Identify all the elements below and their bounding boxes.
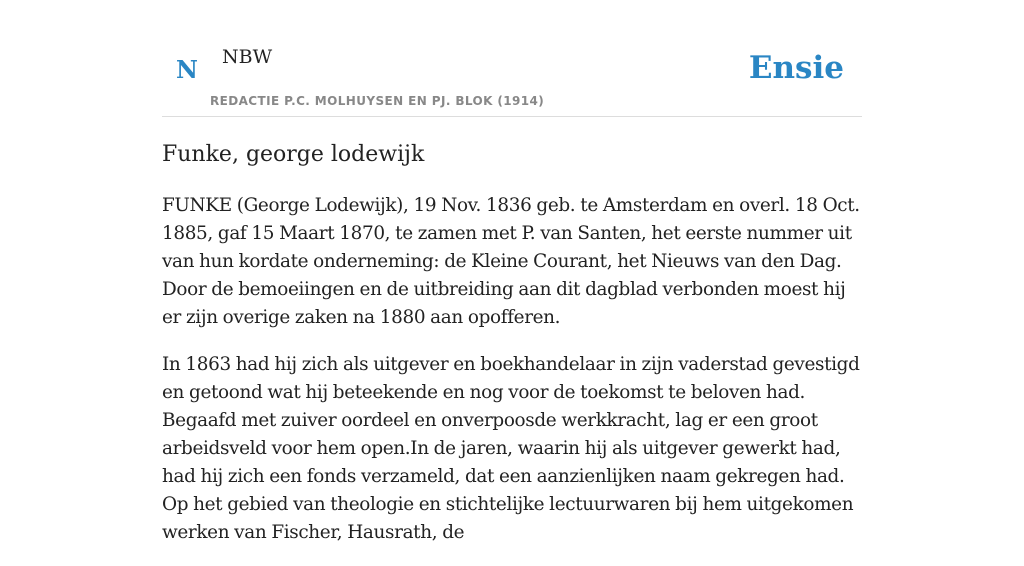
source-logo[interactable]: N (176, 55, 198, 84)
site-header (162, 0, 862, 117)
source-subtitle: REDACTIE P.C. MOLHUYSEN EN PJ. BLOK (1914) (210, 94, 545, 108)
page-title: Funke, george lodewijk (162, 142, 425, 167)
source-name[interactable]: NBW (222, 46, 273, 68)
article-paragraph: In 1863 had hij zich als uitgever en boekhandelaar in zijn vaderstad gevestigd en getoond wat hij beteekende en nog voor de toekomst te beloven had. Begaafd met zuiver oordeel en onverpoosde werkkracht, lag er een groot arbeidsveld voor hem open.In de jaren, waarin hij als uitgever gewerkt had, had hij zich een fonds verzameld, dat een aanzienlijken naam gekregen had. Op het gebied van theologie en stichtelijke lectuurwaren bij hem uitgekomen werken van Fischer, Hausrath, de (162, 354, 860, 543)
brand-logo[interactable]: Ensie (748, 50, 844, 86)
article-paragraph: FUNKE (George Lodewijk), 19 Nov. 1836 geb. te Amsterdam en overl. 18 Oct. 1885, gaf 15 Maart 1870, te zamen met P. van Santen, het eerste nummer uit van hun kordate onderneming: de Kleine Courant, het Nieuws van den Dag. Door de bemoeiingen en de uitbreiding aan dit dagblad verbonden moest hij er zijn overige zaken na 1880 aan opofferen. (162, 195, 860, 328)
article (162, 138, 862, 566)
